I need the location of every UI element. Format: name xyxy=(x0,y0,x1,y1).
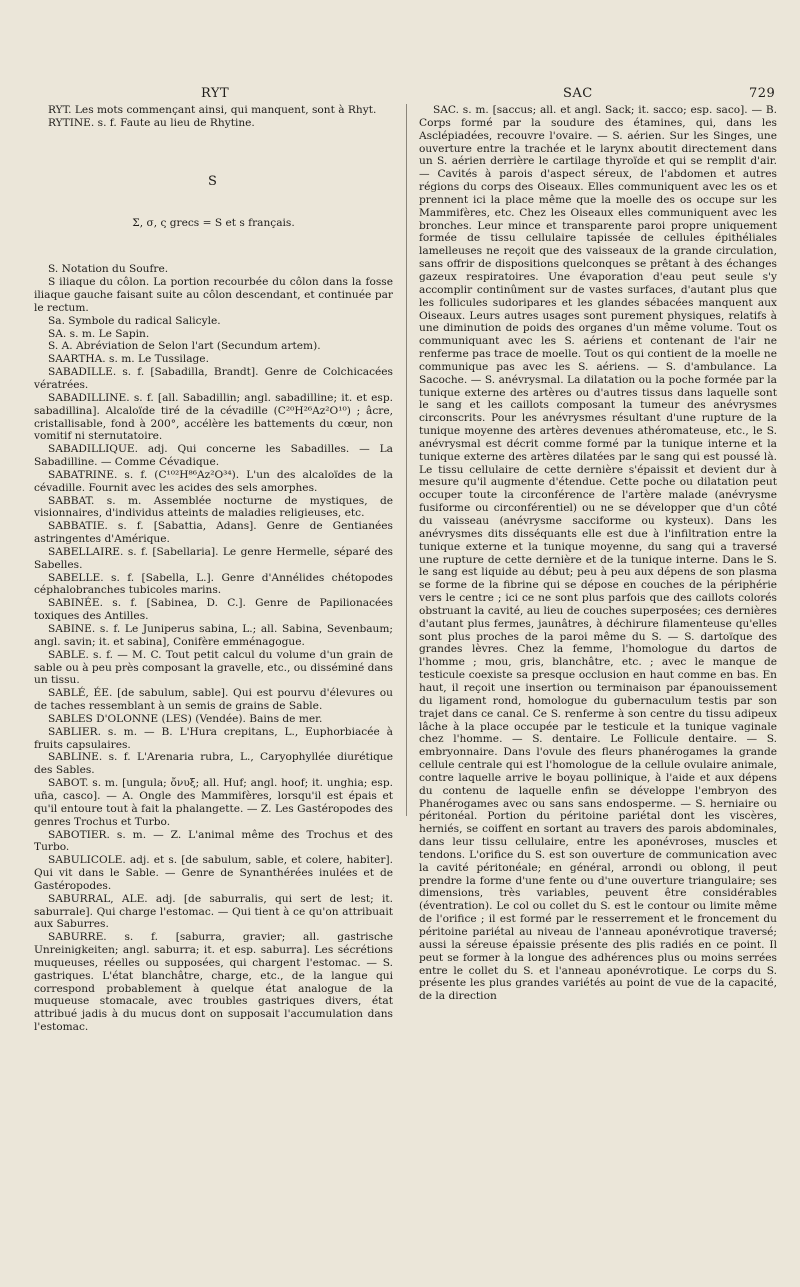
left-column xyxy=(34,104,393,1034)
entry-sabadilline: SABADILLINE. s. f. [all. Sabadillin; angl. sabadilline; it. et esp. sabadillina]. Alcaloïde tiré de la cévadille (C²⁰H²⁶Az²O¹⁰) ; âcre, cristallisable, fond à 200°, accélère les battements du cœur, non vomitif ni sternutatoire. xyxy=(34,391,393,443)
running-head-middle: SAC xyxy=(563,86,593,101)
entry-sable-ee: SABLÉ, ÉE. [de sabulum, sable]. Qui est pourvu d'élevures ou de taches ressemblant à un semis de grains de Sable. xyxy=(34,687,393,713)
entry-sables-olonne: SABLES D'OLONNE (LES) (Vendée). Bains de mer. xyxy=(48,712,323,725)
entry-sabadillique: SABADILLIQUE. adj. Qui concerne les Sabadilles. — La Sabadilline. — Comme Cévadique. xyxy=(34,443,393,469)
right-column xyxy=(419,104,777,1003)
entry-s-iliaque: S iliaque du côlon. La portion recourbée du côlon dans la fosse iliaque gauche faisant suite au côlon descendant, et continuée par le rectum. xyxy=(34,276,393,314)
entry-sabline: SABLINE. s. f. L'Arenaria rubra, L., Caryophyllée diurétique des Sables. xyxy=(34,751,393,777)
entry-sabelle: SABELLE. s. f. [Sabella, L.]. Genre d'Annélides chétopodes céphalobranches tubicoles marins. xyxy=(34,571,393,597)
entry-sabulicole: SABULICOLE. adj. et s. [de sabulum, sable, et colere, habiter]. Qui vit dans le Sable. — Genre de Synanthérées inulées et de Gastéropodes. xyxy=(34,854,393,892)
entry-sa-symbol: Sa. Symbole du radical Salicyle. xyxy=(48,314,221,327)
entry-sabbat: SABBAT. s. m. Assemblée nocturne de mystiques, de visionnaires, d'individus atteints de maladies religieuses, etc. xyxy=(34,494,393,520)
section-letter: S xyxy=(208,173,219,189)
page-number: 729 xyxy=(749,86,776,101)
entry-sablier: SABLIER. s. m. — B. L'Hura crepitans, L., Euphorbiacée à fruits capsulaires. xyxy=(34,725,393,751)
entry-saburre: SABURRE. s. f. [saburra, gravier; all. gastrische Unreinigkeiten; angl. saburra; it. et esp. saburra]. Les sécrétions muqueuses, réelles ou supposées, qui chargent l'estomac. — S. gastriques. L'état blanchâtre, charge, etc., de la langue qui correspond probablement à quelque état analogue de la muqueuse stomacale, avec troubles gastriques divers, état attribué jadis à du mucus dont on supposait l'accumulation dans l'estomac. xyxy=(34,931,393,1034)
entry-sabotier: SABOTIER. s. m. — Z. L'animal même des Trochus et des Turbo. xyxy=(34,828,393,854)
entry-sabinee: SABINÉE. s. f. [Sabinea, D. C.]. Genre de Papilionacées toxiques des Antilles. xyxy=(34,597,393,623)
entry-sabadille: SABADILLE. s. f. [Sabadilla, Brandt]. Genre de Colchicacées vératrées. xyxy=(34,366,393,391)
entry-sabbatie: SABBATIE. s. f. [Sabattia, Adans]. Genre de Gentianées astringentes d'Amérique. xyxy=(34,520,393,546)
entry-saburral: SABURRAL, ALE. adj. [de saburralis, qui sert de lest; it. saburrale]. Qui charge l'estomac. — Qui tient à ce qu'on attribuait aux Saburres. xyxy=(34,892,393,931)
entry-sabine: SABINE. s. f. Le Juniperus sabina, L.; all. Sabina, Sevenbaum; angl. savin; it. et sabina], Conifère emménagogue. xyxy=(34,623,393,648)
greek-note: Σ, σ, ς grecs = S et s français. xyxy=(132,216,295,229)
entry-sac: SAC. s. m. [saccus; all. et angl. Sack; it. sacco; esp. saco]. — B. Corps formé par la soudure des étamines, qui, dans les Asclépiadées, recouvre l'ovaire. — S. aérien. Sur les Singes, une ouverture entre la trachée et le larynx aboutit directement dans un S. aérien derrière le cartilage thyroïde et qui se remplit d'air. — Cavités à parois d'aspect séreux, de l'abdomen et autres régions du corps des Oiseaux. Elles communiquent avec les os et prennent ici la place même que la moelle des os occupe sur les Mammifères, etc. Chez les Oiseaux elles communiquent avec les bronches. Leur mince et transparente paroi propre uniquement formée de tissu cellulaire tapissée de cellules épithéliales lamelleuses ne reçoit que des vaisseaux de la grande circulation, sans offrir de dispositions quelconques se prêtant à des échanges gazeux respiratoires. Une évaporation d'eau peut seule s'y accomplir continûment sur de vastes surfaces, d'autant plus que les follicules sudoripares et les glandes sébacées manquent aux Oiseaux. Leurs autres usages sont purement physiques, relatifs à une diminution de poids des organes d'un même volume. Tout os communiquant avec les S. aériens et contenant de l'air ne renferme pas trace de moelle. Tout os qui contient de la moelle ne communique pas avec les S. aériens. — S. d'ambulance. La Sacoche. — S. anévrysmal. La dilatation ou la poche formée par la tunique externe des artères ou d'autres tissus dans laquelle sont le sang et les caillots composant la tumeur des anévrysmes circonscrits. Pour les anévrysmes résultant d'une rupture de la tunique moyenne des artères devenues athéromateuse, etc., le S. anévrysmal est décrit comme formé par la tunique interne et la tunique externe des artères dilatées par le sang qui est poussé là. Le tissu cellulaire de cette dernière s'épaissit et devient dur à mesure qu'il augmente d'étendue. Cette poche ou dilatation peut occuper toute la circonférence de l'artère malade (anévrysme fusiforme ou circonférentiel) ou ne se développer que d'un côté du vaisseau (anévrysme sacciforme ou kysteux). Dans les anévrysmes dits disséquants elle est due à l'infiltration entre la tunique externe et la tunique moyenne, du sang qui a traversé une rupture de cette dernière et de la tunique interne. Dans le S. le sang est liquide au début; peu à peu aux dépens de son plasma se forme de la fibrine qui se dépose en couches de la périphérie vers le centre ; ici ce ne sont plus parfois que des caillots colorés obstruant la cavité, au lieu de couches superposées; ces dernières d'autant plus fermes, jaunâtres, à déchirure filamenteuse qu'elles sont plus proches de la paroi même du S. — S. dartoïque des grandes lèvres. Chez la femme, l'homologue du dartos de l'homme ; mou, gris, blanchâtre, etc. ; avec le manque de testicule coexiste sa presque occlusion en haut comme en bas. En haut, il reçoit une insertion ou terminaison par épanouissement du ligament rond, homologue du gubernaculum testis par son trajet dans ce canal. Ce S. renferme à son centre du tissu adipeux lâche à la place occupée par le testicule et la tunique vaginale chez l'homme. — S. dentaire. Le Follicule dentaire. — S. embryonnaire. Dans l'ovule des fleurs phanérogames la grande cellule centrale qui est l'homologue de la cellule ovulaire animale, contre laquelle arrive le boyau pollinique, à l'aide et aux dépens du contenu de laquelle enfin se développe l'embryon des Phanérogames avec ou sans sans endosperme. — S. herniaire ou péritonéal. Portion du péritoine pariétal dont les viscères, herniés, se coiffent en sortant au travers des parois abdominales, dans leur tissu cellulaire, entre les aponévroses, muscles et tendons. L'orifice du S. est son ouverture de communication avec la cavité péritonéale; en général, arrondi ou oblong, il peut prendre la forme d'une fente ou d'une ouverture triangulaire; ses dimensions, très variables, peuvent être considérables (éventration). Le col ou collet du S. est le contour ou limite même de l'orifice ; il est formé par le resserrement et le froncement du péritoine pariétal au niveau de l'anneau aponévrotique traversé; aussi la séreuse épaissie présente des plis radiés en ce point. Il peut se former à la longue des adhérences plus ou moins serrées entre le collet du S. et l'anneau aponévrotique. Le corps du S. présente les plus grandes variétés au point de vue de la capacité, de la direction xyxy=(419,104,777,1003)
entry-sa-sapin: SA. s. m. Le Sapin. xyxy=(48,327,150,340)
entry-s-a: S. A. Abréviation de Selon l'art (Secundum artem). xyxy=(48,340,321,353)
entry-sable: SABLE. s. f. — M. C. Tout petit calcul du volume d'un grain de sable ou à peu près composant la gravelle, etc., ou disséminé dans un tissu. xyxy=(34,648,393,687)
entry-sabot: SABOT. s. m. [ungula; ὄνυξ; all. Huf; angl. hoof; it. unghia; esp. uña, casco]. — A. Ongle des Mammifères, lorsqu'il est épais et qu'il entoure tout à fait la phalangette. — Z. Les Gastéropodes des genres Trochus et Turbo. xyxy=(34,777,393,828)
entry-rytine: RYTINE. s. f. Faute au lieu de Rhytine. xyxy=(48,116,255,129)
entry-saartha: SAARTHA. s. m. Le Tussilage. xyxy=(48,353,209,366)
section-gap xyxy=(34,130,393,176)
entry-s-notation: S. Notation du Soufre. xyxy=(48,263,169,276)
column-divider xyxy=(406,104,407,816)
entry-ryt: RYT. Les mots commençant ainsi, qui manquent, sont à Rhyt. xyxy=(48,104,377,116)
entry-sabatrine: SABATRINE. s. f. (C¹⁰²H⁸⁶Az²O³⁴). L'un des alcaloïdes de la cévadille. Fournit avec les acides des sels amorphes. xyxy=(34,468,393,494)
running-head-left: RYT xyxy=(201,86,230,101)
entry-sabellaire: SABELLAIRE. s. f. [Sabellaria]. Le genre Hermelle, séparé des Sabelles. xyxy=(34,545,393,571)
